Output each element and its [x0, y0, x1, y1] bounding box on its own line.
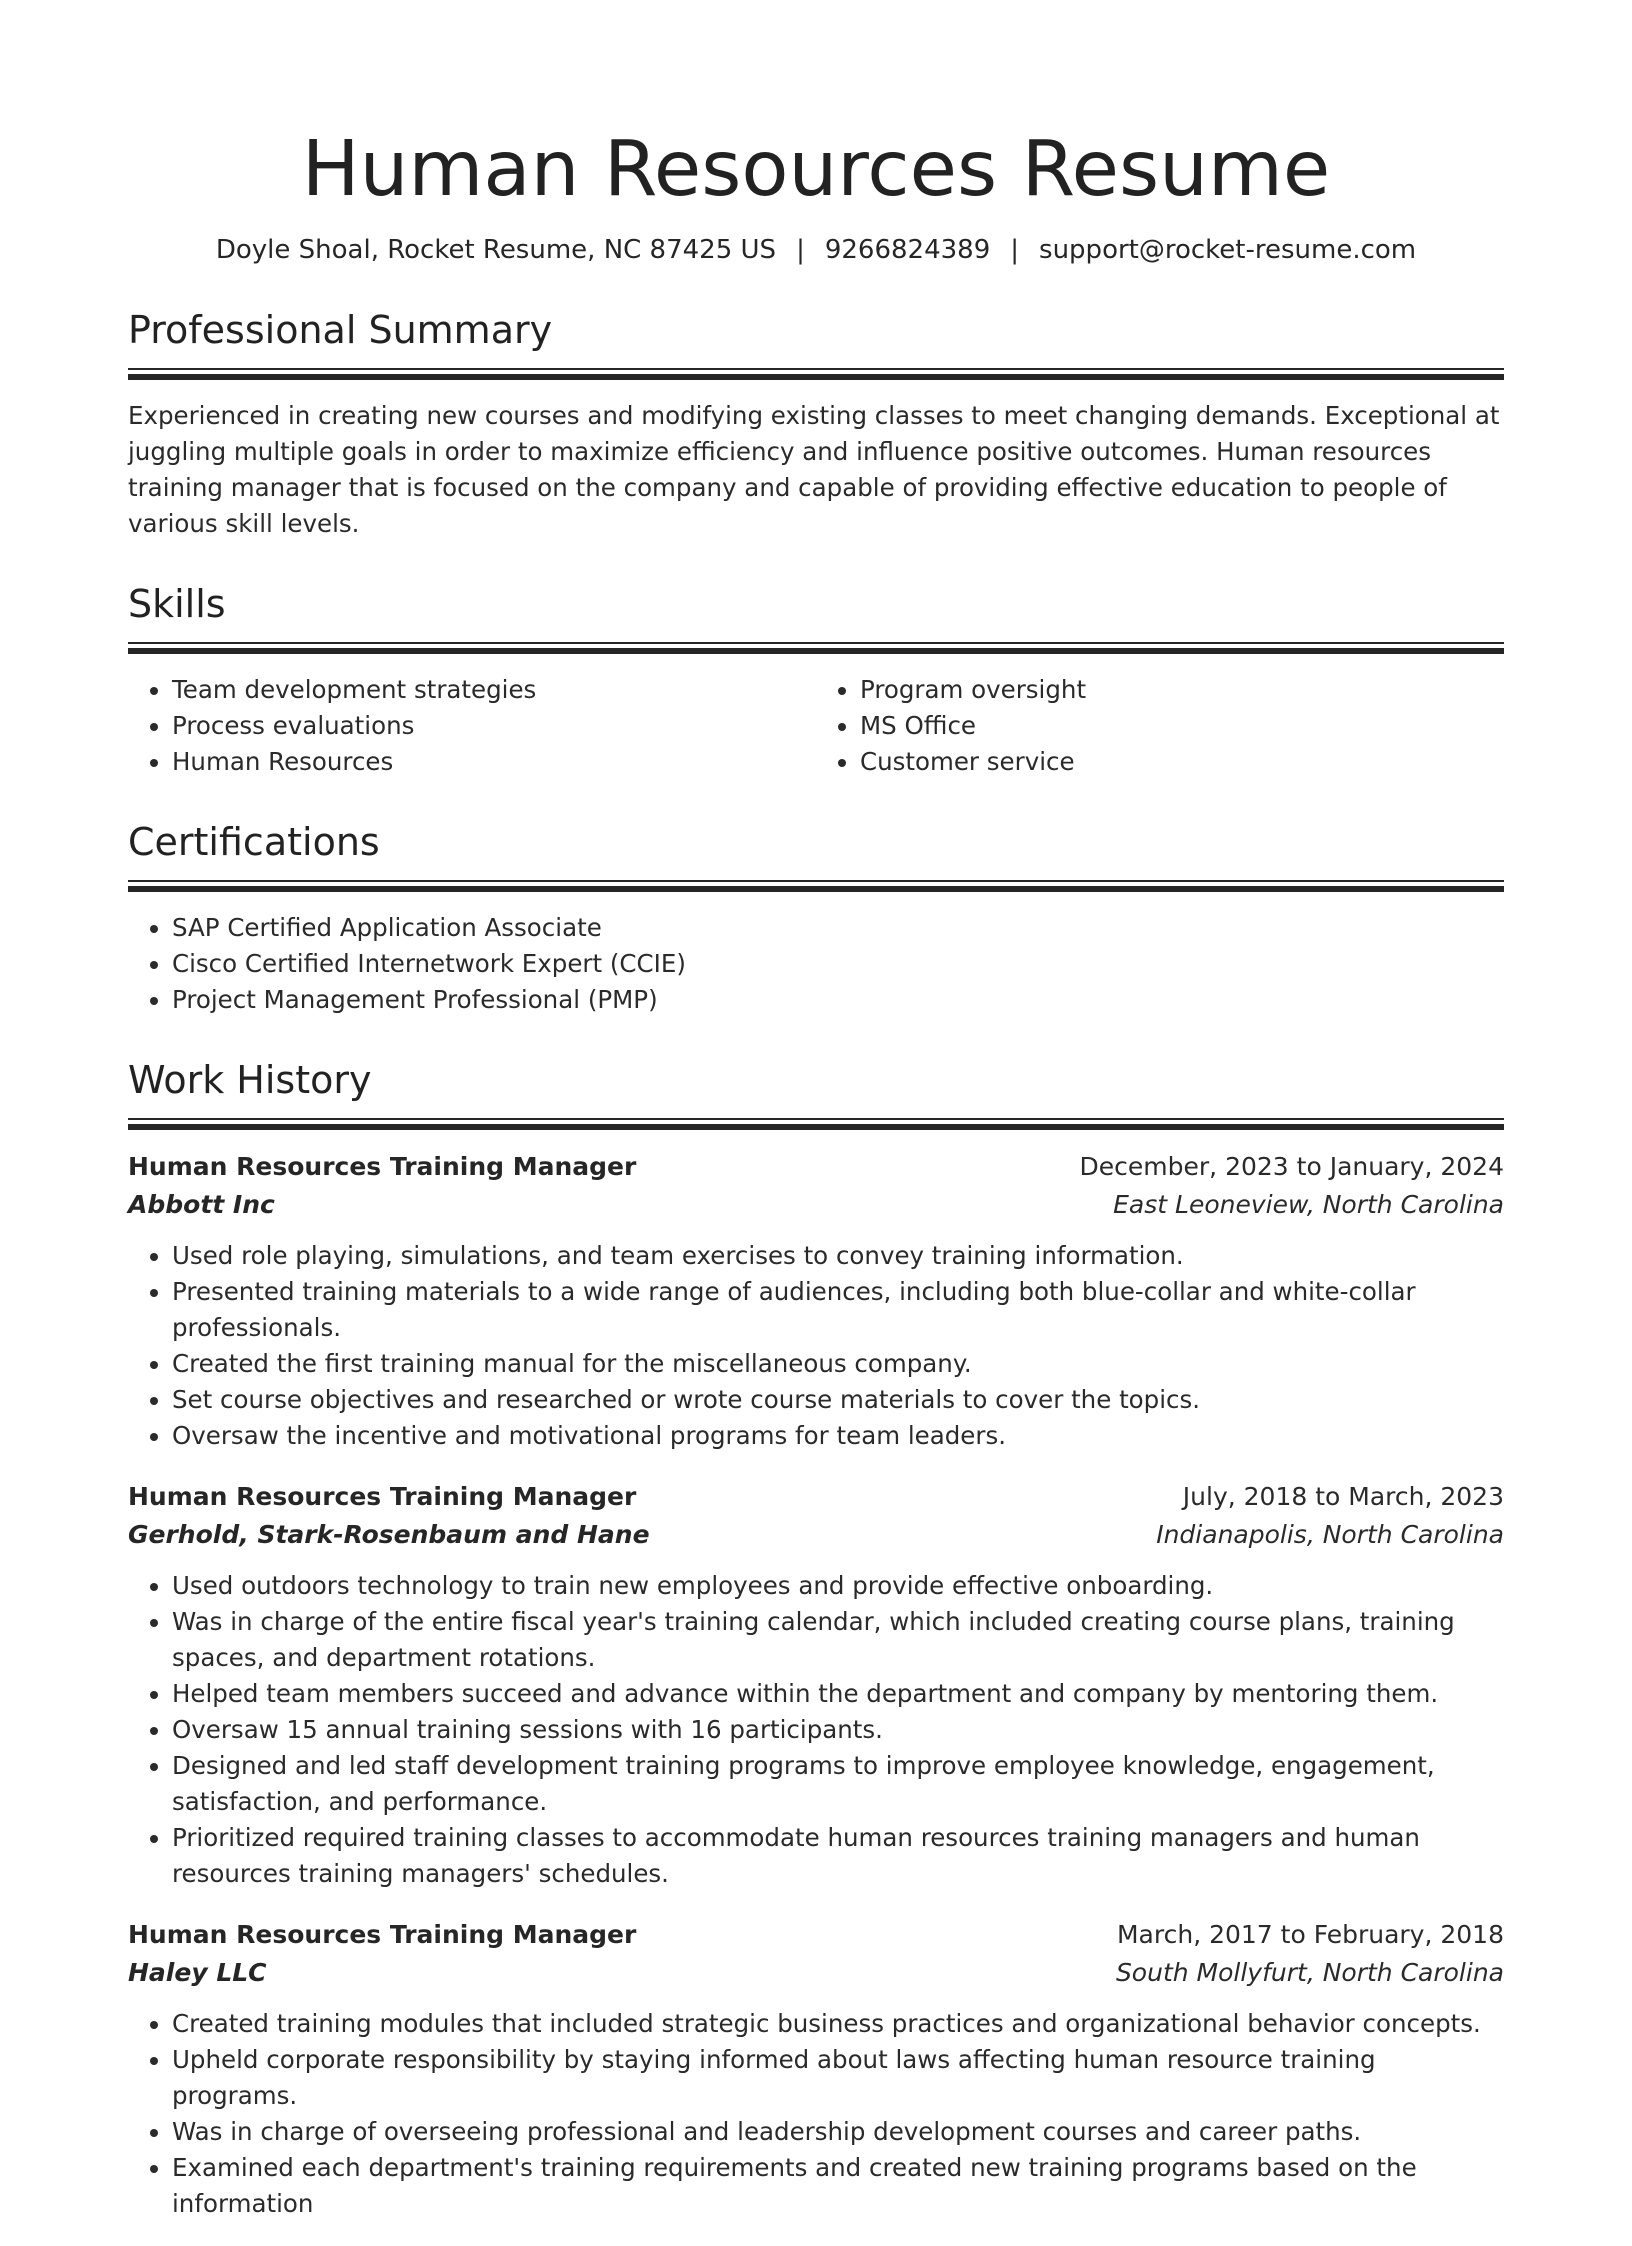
job-subheader: [128, 1954, 1504, 1992]
job-bullets: [128, 1568, 1504, 1892]
job-title: Human Resources Training Manager: [128, 1920, 637, 1949]
section-divider: [128, 1118, 1504, 1130]
skill-item: • Human Resources: [172, 744, 816, 780]
certifications-list: [128, 910, 1504, 1018]
job-bullet: • Created training modules that included strategic business practices and organizational behavior concepts.: [172, 2006, 1504, 2042]
job-dates: March, 2017 to February, 2018: [1116, 1920, 1504, 1949]
skill-item: • Process evaluations: [172, 708, 816, 744]
summary-text: Experienced in creating new courses and modifying existing classes to meet changing demands. Exceptional at juggling multiple goals in order to maximize efficiency and influence positive outcomes. Human resources training manager that is focused on the company and capable of providing effective education to people of various skill levels.: [128, 401, 1500, 538]
job-bullet: • Presented training materials to a wide range of audiences, including both blue-collar and white-collar professionals.: [172, 1274, 1504, 1346]
resume-page: [128, 0, 1504, 2246]
job-company: Abbott Inc: [128, 1190, 275, 1219]
contact-email: support@rocket-resume.com: [1039, 235, 1417, 265]
contact-address: Doyle Shoal, Rocket Resume, NC 87425 US: [215, 235, 777, 265]
skill-item: • Customer service: [860, 744, 1504, 780]
job-subheader: [128, 1186, 1504, 1224]
job-bullet: • Oversaw the incentive and motivational programs for team leaders.: [172, 1418, 1504, 1454]
skill-item: • Program oversight: [860, 672, 1504, 708]
contact-separator: |: [796, 235, 805, 265]
job-bullet: • Was in charge of overseeing professional and leadership development courses and career paths.: [172, 2114, 1504, 2150]
job-company: Haley LLC: [128, 1958, 267, 1987]
job-bullet: • Was in charge of the entire fiscal year's training calendar, which included creating course plans, training spaces, and department rotations.: [172, 1604, 1504, 1676]
skill-item: • MS Office: [860, 708, 1504, 744]
job-bullet: • Designed and led staff development training programs to improve employee knowledge, engagement, satisfaction, and performance.: [172, 1748, 1504, 1820]
job-dates: July, 2018 to March, 2023: [1182, 1482, 1504, 1511]
resume-title: Human Resources Resume: [301, 125, 1331, 214]
section-heading-certifications: Certifications: [128, 820, 380, 864]
job-bullet: • Helped team members succeed and advance within the department and company by mentoring them.: [172, 1676, 1504, 1712]
job-header: [128, 1478, 1504, 1516]
job-company: Gerhold, Stark-Rosenbaum and Hane: [128, 1520, 650, 1549]
section-heading-work-history: Work History: [128, 1058, 372, 1102]
job-entry: [128, 1478, 1504, 1892]
job-location: Indianapolis, North Carolina: [1156, 1520, 1504, 1549]
job-title: Human Resources Training Manager: [128, 1482, 637, 1511]
skills-list: [128, 672, 1504, 780]
contact-phone: 9266824389: [824, 235, 991, 265]
job-bullet: • Upheld corporate responsibility by staying informed about laws affecting human resource training programs.: [172, 2042, 1504, 2114]
section-divider: [128, 642, 1504, 654]
certification-item: • Project Management Professional (PMP): [172, 982, 1504, 1018]
job-entry: [128, 1148, 1504, 1454]
job-entry: [128, 1916, 1504, 2222]
job-bullet: • Examined each department's training requirements and created new training programs based on the information: [172, 2150, 1504, 2222]
section-divider: [128, 880, 1504, 892]
job-location: East Leoneview, North Carolina: [1113, 1190, 1504, 1219]
job-header: [128, 1916, 1504, 1954]
job-bullet: • Used outdoors technology to train new employees and provide effective onboarding.: [172, 1568, 1504, 1604]
job-dates: December, 2023 to January, 2024: [1079, 1152, 1504, 1181]
contact-separator: |: [1010, 235, 1020, 265]
contact-line: [128, 232, 1504, 268]
job-title: Human Resources Training Manager: [128, 1152, 637, 1181]
skill-item: • Team development strategies: [172, 672, 816, 708]
section-divider: [128, 368, 1504, 380]
section-heading-skills: Skills: [128, 582, 226, 626]
skills-column-right: [816, 672, 1504, 780]
job-header: [128, 1148, 1504, 1186]
job-bullet: • Oversaw 15 annual training sessions with 16 participants.: [172, 1712, 1504, 1748]
section-heading-summary: Professional Summary: [128, 308, 553, 352]
job-location: South Mollyfurt, North Carolina: [1115, 1958, 1504, 1987]
skills-column-left: [128, 672, 816, 780]
job-bullets: [128, 1238, 1504, 1454]
certification-item: • SAP Certified Application Associate: [172, 910, 1504, 946]
job-subheader: [128, 1516, 1504, 1554]
job-bullet: • Created the first training manual for the miscellaneous company.: [172, 1346, 1504, 1382]
certification-item: • Cisco Certified Internetwork Expert (CCIE): [172, 946, 1504, 982]
job-bullet: • Set course objectives and researched or wrote course materials to cover the topics.: [172, 1382, 1504, 1418]
job-bullets: [128, 2006, 1504, 2222]
job-bullet: • Prioritized required training classes to accommodate human resources training managers and human resources training managers' schedules.: [172, 1820, 1504, 1892]
job-bullet: • Used role playing, simulations, and team exercises to convey training information.: [172, 1238, 1504, 1274]
